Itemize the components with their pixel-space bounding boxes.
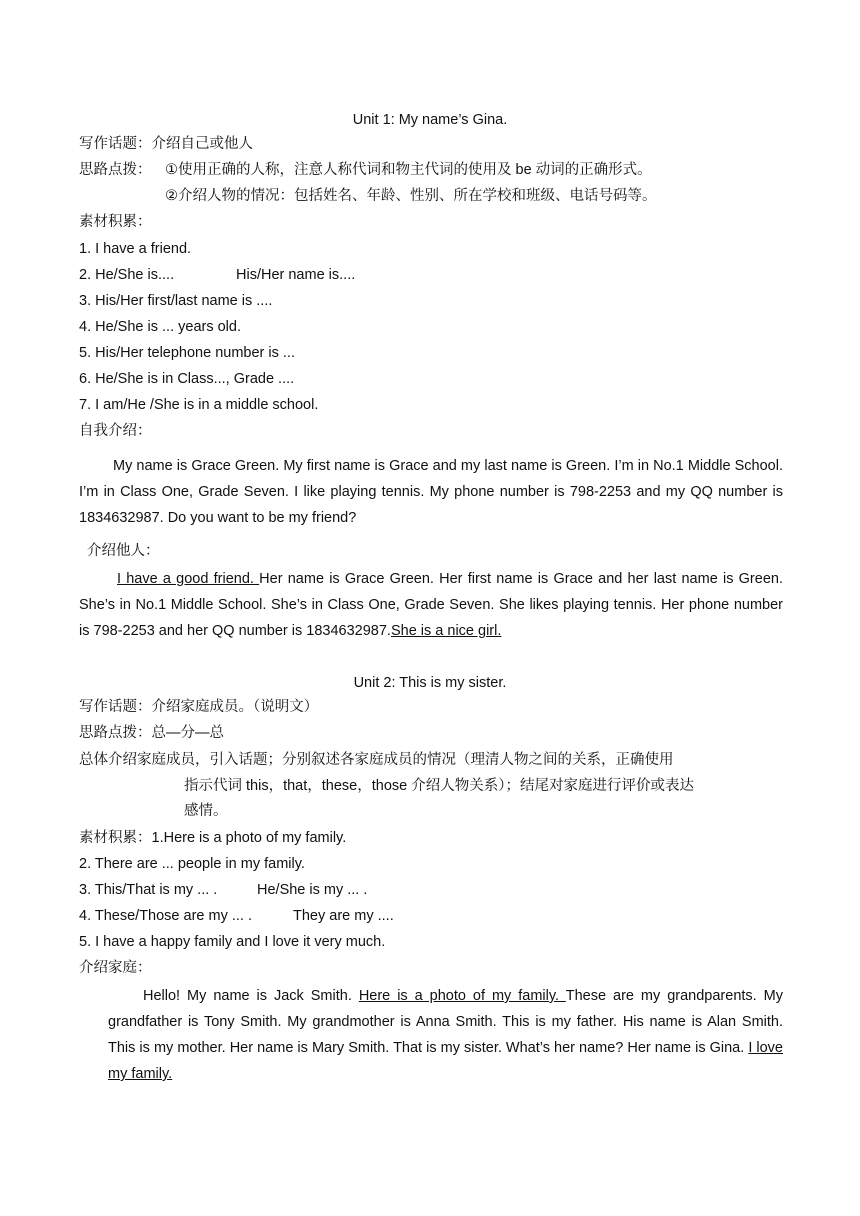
family-intro-label: 介绍家庭： [79,960,152,976]
unit1-tip-2: ②介绍人物的情况：包括姓名、年龄、性别、所在学校和班级、电话号码等。 [165,188,657,204]
unit2-desc-line-1: 总体介绍家庭成员，引入话题；分别叙述各家庭成员的情况（理清人物之间的关系，正确使用 [79,752,674,768]
unit1-material-2b: His/Her name is.... [236,267,356,283]
family-intro-body: These are my grandparents. My grandfather is Tony Smith. My grandmother is Anna Smith. This is my father. His name is Alan Smith. This is my mother. Her name is Mary Smith. That is my sister. What’s her name? Her name is Gina. [108,988,783,1056]
family-intro-underline-2: I love my family. [108,1040,783,1082]
unit2-tips: 思路点拨：总—分—总 [79,725,224,741]
family-intro-paragraph [108,983,783,1087]
unit2-material-1: 1.Here is a photo of my family. [151,830,347,846]
unit2-material-label-line [79,828,346,848]
unit1-material-4: 4. He/She is ... years old. [79,319,241,335]
unit2-desc-line-3: 感情。 [184,803,228,819]
unit1-material-5: 5. His/Her telephone number is ... [79,345,295,361]
self-intro-label: 自我介绍： [79,423,152,439]
unit1-title: Unit 1: My name’s Gina. [352,112,508,128]
unit2-material-3a: 3. This/That is my ... . [79,882,218,898]
other-intro-body: Her name is Grace Green. Her first name is Grace and her last name is Green. She’s in No.1 Middle School. She’s in Class One, Grade Seven. She likes playing tennis. Her phone number is 798-2253 and her QQ number is 1834632987. [79,571,783,639]
other-intro-label: 介绍他人： [87,543,160,559]
unit2-material-2: 2. There are ... people in my family. [79,856,305,872]
other-intro-paragraph [79,566,783,644]
unit1-material-7: 7. I am/He /She is in a middle school. [79,397,319,413]
unit2-material-5: 5. I have a happy family and I love it very much. [79,934,386,950]
unit2-material-4b: They are my .... [293,908,394,924]
unit1-material-6: 6. He/She is in Class..., Grade .... [79,371,295,387]
unit1-tip-1: ①使用正确的人称，注意人称代词和物主代词的使用及 be 动词的正确形式。 [165,162,652,178]
unit1-material-2a: 2. He/She is.... [79,267,175,283]
unit1-material-1: 1. I have a friend. [79,241,192,257]
unit1-topic: 写作话题：介绍自己或他人 [79,136,253,152]
other-intro-underline-2: She is a nice girl. [390,623,502,639]
unit2-material-label: 素材积累： [79,830,152,846]
unit2-material-3b: He/She is my ... . [257,882,368,898]
unit2-desc-line-2: 指示代词 this，that，these，those 介绍人物关系）；结尾对家庭进行评价或表达 [184,778,694,794]
unit2-topic: 写作话题：介绍家庭成员。（说明文） [79,699,319,715]
family-intro-start: Hello! My name is Jack Smith. [143,988,359,1004]
unit2-title: Unit 2: This is my sister. [353,675,507,691]
unit2-material-4a: 4. These/Those are my ... . [79,908,253,924]
other-intro-underline-1: I have a good friend. [117,571,260,587]
unit1-material-3: 3. His/Her first/last name is .... [79,293,273,309]
unit1-material-label: 素材积累： [79,214,152,230]
self-intro-paragraph: My name is Grace Green. My first name is Grace and my last name is Green. I’m in No.1 Middle School. I’m in Class One, Grade Seven. I like playing tennis. My phone number is 798-2253 and my QQ number is 1834632987. Do you want to be my friend? [79,458,783,526]
unit1-tips-label: 思路点拨： [79,162,152,178]
family-intro-underline-1: Here is a photo of my family. [358,988,566,1004]
